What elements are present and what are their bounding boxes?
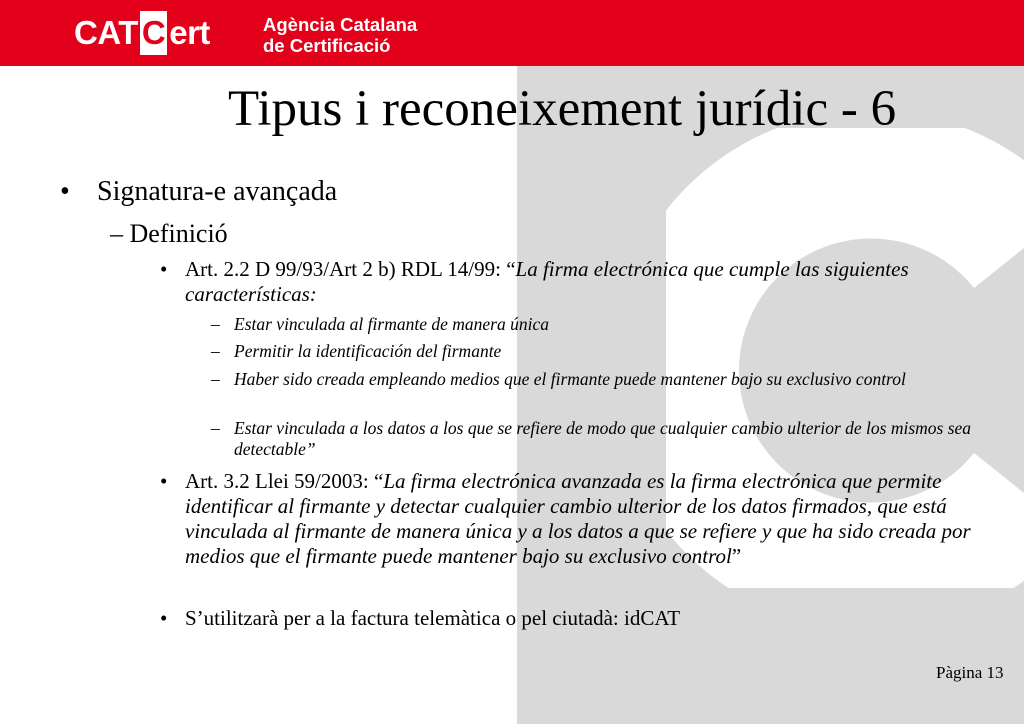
list-item-text: Estar vinculada al firmante de manera única [234,314,549,334]
logo-text-ert: ert [169,14,210,51]
bullet-marker: • [160,257,168,281]
article-1-text [185,257,975,307]
catcert-logo [74,11,210,55]
list-item-text: Permitir la identificación del firmante [234,341,502,361]
article-2-close: ” [731,544,742,568]
dash-marker: – [110,219,123,248]
list-item-text: Haber sido creada empleando medios que el firmante puede mantener bajo su exclusivo control [234,369,906,389]
agency-line-2: de Certificació [263,35,391,56]
logo-c-box: C [140,11,167,55]
dash-marker: – [211,418,220,438]
article-2-prefix: Art. 3.2 Llei 59/2003: “ [185,469,384,493]
bullet-marker: • [160,606,168,630]
bullet-text: Signatura-e avançada [97,176,338,207]
use-line-text: S’utilitzarà per a la factura telemàtica o pel ciutadà: idCAT [185,606,681,630]
page-number: Pàgina 13 [936,663,1004,682]
bullet-marker: • [60,176,70,207]
slide-title: Tipus i reconeixement jurídic - 6 [228,81,897,137]
dash-marker: – [211,341,220,361]
dash-marker: – [211,314,220,334]
list-item-text: Estar vinculada a los datos a los que se refiere de modo que cualquier cambio ulterior de los mismos sea detectable” [234,418,972,459]
sub-bullet-text: Definició [129,219,228,248]
article-1-quote: La firma electrónica que cumple las siguientes características: [185,257,909,306]
agency-name [263,14,417,56]
bullet-marker: • [160,469,168,493]
article-2-text [185,469,975,569]
logo-text-cat: CAT [74,14,138,51]
article-1-prefix: Art. 2.2 D 99/93/Art 2 b) RDL 14/99: “ [185,257,516,281]
sub-bullet-definicio [110,216,228,252]
agency-line-1: Agència Catalana [263,14,418,35]
article-2-quote: La firma electrónica avanzada es la firma electrónica que permite identificar al firmante y detectar cualquier cambio ulterior de los datos firmados, que está vinculada al firmante de manera única y a los datos a que se refiere y que ha sido creada por medios que el firmante puede mantener bajo su exclusivo control [185,469,971,568]
dash-marker: – [211,369,220,389]
